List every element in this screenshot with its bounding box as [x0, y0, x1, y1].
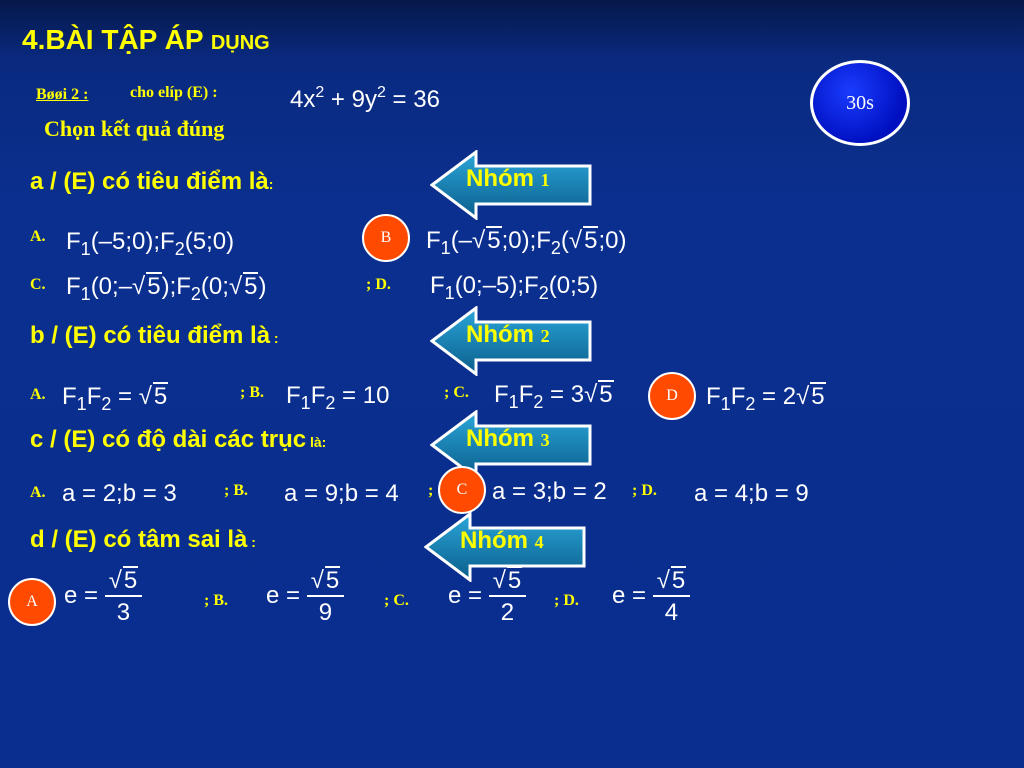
group-2-arrow: [430, 306, 594, 376]
option-b-D[interactable]: $F_1F_2 = 2√5$: [706, 383, 825, 414]
equation-exp-2: 2: [376, 84, 386, 101]
equation-part-1: 4x: [290, 86, 316, 113]
question-c-colon: là:: [306, 434, 327, 450]
option-a-B[interactable]: $F_1(-√5;0);F_2(√5;0)$: [426, 227, 627, 258]
option-d-B[interactable]: e = $\frac{√5}{9}$: [266, 566, 344, 627]
group-4-label: Nhóm: [460, 527, 528, 554]
answer-badge-d-text: A: [26, 593, 38, 610]
option-d-B-label: ; B.: [204, 592, 228, 609]
option-c-C[interactable]: a = 3;b = 2: [492, 478, 607, 505]
option-a-C[interactable]: $F_1(0;-√5);F_2(0;√5)$: [66, 273, 267, 304]
option-a-A-label: A.: [30, 228, 46, 245]
equation-rhs: = 36: [385, 86, 440, 113]
page-title: [22, 24, 270, 56]
option-a-C-label: C.: [30, 276, 46, 293]
option-b-B-label: ; B.: [240, 384, 264, 401]
answer-badge-b: [648, 372, 696, 420]
exercise-label: Bøøi 2 :: [36, 86, 89, 103]
question-a-colon: :: [268, 176, 274, 192]
question-b: [30, 322, 279, 350]
option-d-D-label: ; D.: [554, 592, 579, 609]
option-c-A-label: A.: [30, 484, 46, 501]
title-small: DỤNG: [210, 32, 270, 54]
answer-badge-a: [362, 214, 410, 262]
option-c-B-label: ; B.: [224, 482, 248, 499]
option-b-B[interactable]: $F_1F_2 = 10$: [286, 382, 390, 413]
option-c-D[interactable]: a = 4;b = 9: [694, 480, 809, 507]
option-d-D[interactable]: e = $\frac{√5}{4}$: [612, 566, 690, 627]
ellipse-equation: [290, 84, 440, 114]
question-a: [30, 168, 273, 196]
option-a-D[interactable]: $F_1(0;-5);F_2(0;5)$: [430, 272, 599, 303]
equation-exp-1: 2: [315, 84, 325, 101]
answer-badge-d: [8, 578, 56, 626]
group-3-label: Nhóm: [466, 425, 534, 452]
answer-badge-a-text: B: [380, 229, 392, 246]
group-1-number: 1: [540, 170, 550, 190]
timer-badge: [810, 60, 910, 146]
question-c: [30, 426, 326, 454]
equation-part-2: + 9y: [324, 86, 377, 113]
title-prefix: 4.B: [22, 24, 66, 55]
option-d-C-label: ; C.: [384, 592, 409, 609]
option-b-A[interactable]: $F_1F_2 = √5$: [62, 383, 168, 414]
question-d: [30, 526, 256, 554]
option-b-C-label: ; C.: [444, 384, 469, 401]
option-a-A[interactable]: $F_1(-5;0);F_2(5;0)$: [66, 228, 235, 259]
option-b-C[interactable]: $F_1F_2 = 3√5$: [494, 381, 613, 412]
group-1-arrow: [430, 150, 594, 220]
group-2-number: 2: [540, 326, 550, 346]
question-a-text: a / (E) có tiêu điểm là: [30, 168, 269, 195]
option-d-C[interactable]: e = $\frac{√5}{2}$: [448, 566, 526, 627]
option-c-A[interactable]: a = 2;b = 3: [62, 480, 177, 507]
group-4-number: 4: [534, 532, 544, 552]
option-a-D-label: ; D.: [366, 276, 391, 293]
question-b-colon: :: [270, 330, 279, 346]
answer-badge-c: [438, 466, 486, 514]
question-b-text: b / (E) có tiêu điểm là: [30, 322, 271, 349]
option-c-D-label: ; D.: [632, 482, 657, 499]
option-d-A[interactable]: e = $\frac{√5}{3}$: [64, 566, 142, 627]
instruction: Chọn kết quả đúng: [44, 116, 225, 141]
timer-text: 30s: [846, 91, 874, 114]
group-2-label: Nhóm: [466, 321, 534, 348]
question-d-colon: :: [247, 534, 256, 550]
title-rest: ÀI TẬP ÁP: [65, 24, 211, 55]
option-b-A-label: A.: [30, 386, 46, 403]
group-1-label: Nhóm: [466, 165, 534, 192]
question-c-text: c / (E) có độ dài các trục: [30, 426, 307, 453]
answer-badge-c-text: C: [456, 481, 468, 498]
exercise-given: cho elíp (E) :: [130, 84, 218, 101]
option-c-semi: ;: [428, 482, 434, 499]
group-3-number: 3: [540, 430, 550, 450]
question-d-text: d / (E) có tâm sai là: [30, 526, 248, 553]
option-c-B[interactable]: a = 9;b = 4: [284, 480, 399, 507]
answer-badge-b-text: D: [666, 387, 678, 404]
